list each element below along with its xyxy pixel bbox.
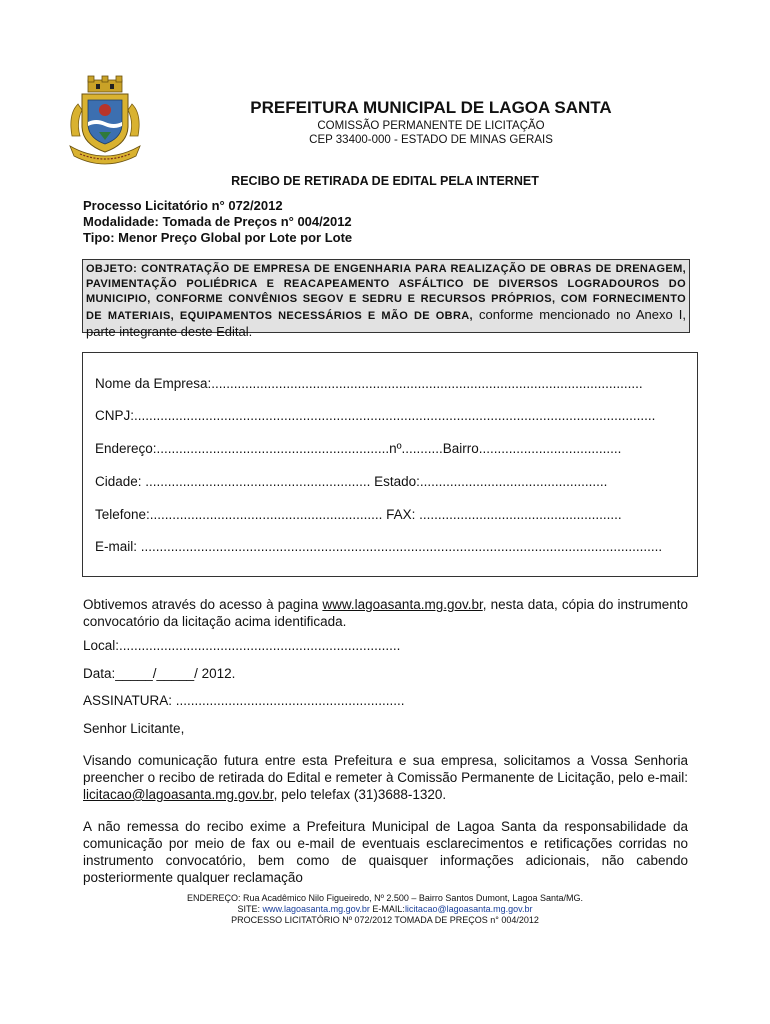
footer-process: PROCESSO LICITATÓRIO Nº 072/2012 TOMADA DE PREÇOS n° 004/2012 [231,915,539,925]
footer-address: ENDEREÇO: Rua Acadêmico Nilo Figueiredo, Nº 2.500 – Bairro Santos Dumont, Lagoa Santa/MG. [187,893,583,903]
instructions-text-end: , pelo telefax (31)3688-1320. [273,787,447,802]
company-name-field[interactable]: Nome da Empresa:................................................................................................................... [95,376,643,391]
footer-site-link[interactable]: www.lagoasanta.mg.gov.br [262,904,370,914]
object-bold-text: OBJETO: CONTRATAÇÃO DE EMPRESA DE ENGENHARIA PARA REALIZAÇÃO DE OBRAS DE DRENAGEM, PAVIMENTAÇÃO POLIÉDRICA E REACAPEAMENTO ASFÁLTICO DE DIVERSOS LOGRADOUROS DO MUNICIPIO, CONFORME CONVÊNIOS SEGOV E SEDRU E RECURSOS PRÓPRIOS, COM FORNECIMENTO DE MATERIAIS, EQUIPAMENTOS NECESSÁRIOS E MÃO DE OBRA, [86,263,686,322]
email-link[interactable]: licitacao@lagoasanta.mg.gov.br [83,787,274,802]
receipt-title: RECIBO DE RETIRADA DE EDITAL PELA INTERNET [231,174,539,188]
city-state-field[interactable]: Cidade: ............................................................ Estado:.................................................. [95,474,608,489]
disclaimer-paragraph: A não remessa do recibo exime a Prefeitura Municipal de Lagoa Santa da responsabilidade da comunicação por meio de fax ou e-mail de eventuais esclarecimentos e retificações corridas no instrumento convocatório, bem como de quaisquer informações adicionais, não cabendo posteriormente qualquer reclamação [83,819,688,885]
process-modality: Modalidade: Tomada de Preços n° 004/2012 [83,214,352,229]
address-field[interactable]: Endereço:..............................................................nº...........Bairro...................................... [95,441,622,456]
phone-fax-field[interactable]: Telefone:.............................................................. FAX: ...................................................... [95,507,622,522]
footer-email-label: E-MAIL: [369,904,405,914]
email-field[interactable]: E-mail: ........................................................................................................................................... [95,539,663,554]
access-statement [83,596,688,630]
object-box [82,259,690,339]
cnpj-field[interactable]: CNPJ:........................................................................................................................................... [95,408,656,423]
access-text-end: , nesta data, cópia do instrumento convocatório da licitação acima identificada. [83,597,688,629]
object-plain-text: conforme mencionado no Anexo I, parte integrante deste Edital. [86,307,687,339]
local-field[interactable]: Local:........................................................................... [83,638,401,653]
municipality-title: PREFEITURA MUNICIPAL DE LAGOA SANTA [250,98,612,117]
access-text-start: Obtivemos através do acesso à pagina [83,597,323,612]
cep-state-line: CEP 33400-000 - ESTADO DE MINAS GERAIS [309,134,553,146]
footer-contacts [0,904,770,914]
process-type: Tipo: Menor Preço Global por Lote por Lote [83,230,353,245]
commission-line: COMISSÃO PERMANENTE DE LICITAÇÃO [317,120,545,132]
footer-site-label: SITE: [237,904,263,914]
signature-field[interactable]: ASSINATURA: ............................................................. [83,693,405,708]
process-number: Processo Licitatório n° 072/2012 [83,198,283,213]
footer-email-link[interactable]: licitacao@lagoasanta.mg.gov.br [404,904,533,914]
website-link[interactable]: www.lagoasanta.mg.gov.br [322,597,483,612]
instructions-text-start: Visando comunicação futura entre esta Prefeitura e sua empresa, solicitamos a Vossa Senhoria preencher o recibo de retirada do Edital e remeter à Comissão Permanente de Licitação, pelo e-mail: [83,753,688,785]
instructions-paragraph [83,752,688,803]
salutation: Senhor Licitante, [83,721,185,736]
date-field[interactable]: Data:_____/_____/ 2012. [83,666,236,681]
